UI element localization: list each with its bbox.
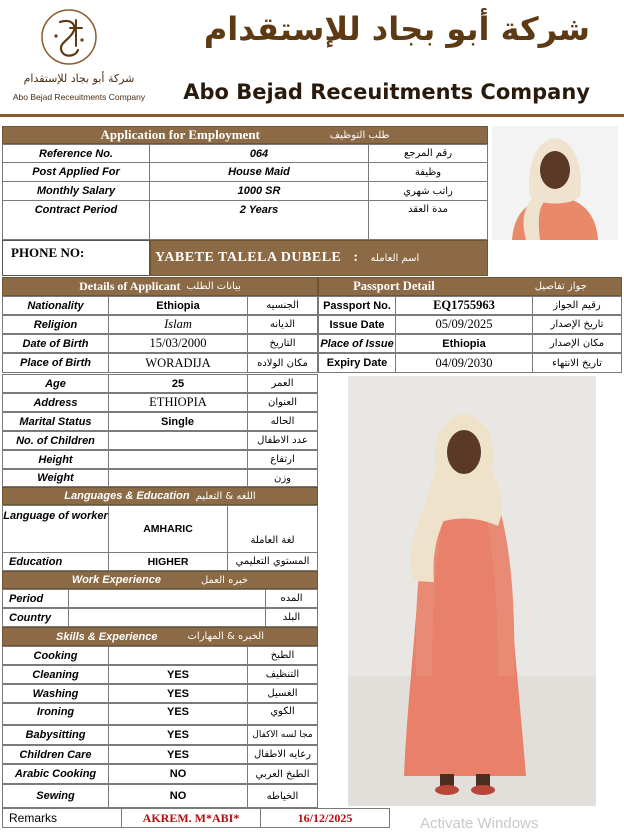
period-label: Period bbox=[2, 589, 69, 608]
weight-value bbox=[108, 469, 248, 487]
languages-section-header bbox=[2, 487, 318, 505]
phone-label: PHONE NO: bbox=[2, 240, 150, 276]
passport-no-label-ar: رقيم الجواز bbox=[532, 296, 622, 315]
education-value: HIGHER bbox=[108, 552, 228, 571]
remarks-label: Remarks bbox=[2, 808, 122, 828]
address-value: ETHIOPIA bbox=[108, 393, 248, 412]
height-label-ar: ارتفاع bbox=[247, 450, 318, 469]
company-name-english: Abo Bejad Receuitments Company bbox=[183, 80, 590, 104]
nationality-label-ar: الجنسيه bbox=[247, 296, 318, 315]
skill-ironing-label: Ironing bbox=[2, 703, 109, 725]
skill-cleaning-label: Cleaning bbox=[2, 665, 109, 684]
skill-cleaning-value: YES bbox=[108, 665, 248, 684]
skill-washing-label-ar: الغسيل bbox=[247, 684, 318, 703]
agent-name: AKREM. M*ABI* bbox=[121, 808, 261, 828]
passport-title-en: Passport Detail bbox=[353, 279, 435, 293]
skill-cleaning-label-ar: التنظيف bbox=[247, 665, 318, 684]
place-issue-value: Ethiopia bbox=[395, 334, 533, 353]
company-header bbox=[0, 0, 624, 118]
height-value bbox=[108, 450, 248, 469]
contract-label: Contract Period bbox=[2, 200, 150, 240]
marital-label-ar: الحاله bbox=[247, 412, 318, 431]
children-label: No. of Children bbox=[2, 431, 109, 450]
applicant-full-body-photo bbox=[348, 376, 596, 806]
skill-cooking-label: Cooking bbox=[2, 646, 109, 665]
passport-no-label: Passport No. bbox=[318, 296, 396, 315]
calligraphy-seal-icon bbox=[32, 6, 106, 68]
marital-label: Marital Status bbox=[2, 412, 109, 431]
nationality-label: Nationality bbox=[2, 296, 109, 315]
passport-title-ar: جواز تفاصيل bbox=[534, 281, 587, 292]
height-label: Height bbox=[2, 450, 109, 469]
language-label-ar: لغة العاملة bbox=[227, 505, 318, 553]
children-label-ar: عدد الاطفال bbox=[247, 431, 318, 450]
religion-value: Islam bbox=[108, 315, 248, 334]
reference-label: Reference No. bbox=[2, 144, 150, 163]
worker-name: YABETE TALELA DUBELE bbox=[155, 250, 342, 265]
applicant-portrait-photo bbox=[492, 126, 618, 240]
skill-babysitting-value: YES bbox=[108, 725, 248, 745]
skill-arabic-cooking-value: NO bbox=[108, 764, 248, 784]
skill-washing-value: YES bbox=[108, 684, 248, 703]
salary-label: Monthly Salary bbox=[2, 181, 150, 201]
application-title-en: Application for Employment bbox=[100, 127, 260, 142]
skill-ironing-value: YES bbox=[108, 703, 248, 725]
contract-value: 2 Years bbox=[149, 200, 369, 240]
skill-arabic-cooking-label-ar: الطبخ العربي bbox=[247, 764, 318, 784]
weight-label-ar: وزن bbox=[247, 469, 318, 487]
worker-name-separator: : bbox=[353, 250, 359, 265]
logo-english-name: Abo Bejad Receuitments Company bbox=[12, 92, 146, 102]
skills-section-header bbox=[2, 627, 318, 646]
period-label-ar: المده bbox=[265, 589, 318, 608]
issue-date-label: Issue Date bbox=[318, 315, 396, 334]
address-label: Address bbox=[2, 393, 109, 412]
logo-arabic-name: شركة أبو بجاد للإستقدام bbox=[23, 72, 135, 85]
expiry-date-value: 04/09/2030 bbox=[395, 353, 533, 373]
country-label: Country bbox=[2, 608, 69, 627]
skill-washing-label: Washing bbox=[2, 684, 109, 703]
header-divider bbox=[0, 114, 624, 117]
expiry-date-label: Expiry Date bbox=[318, 353, 396, 373]
skill-babysitting-label-ar: مجا لسه الاكفال bbox=[247, 725, 318, 745]
marital-value: Single bbox=[108, 412, 248, 431]
applicant-section-header bbox=[2, 277, 318, 296]
skill-arabic-cooking-label: Arabic Cooking bbox=[2, 764, 109, 784]
place-issue-label: Place of Issue bbox=[318, 334, 396, 353]
salary-label-ar: راتب شهري bbox=[368, 181, 488, 201]
skill-sewing-label: Sewing bbox=[2, 784, 109, 808]
skill-sewing-label-ar: الخياطه bbox=[247, 784, 318, 808]
languages-title-ar: اللغه & التعليم bbox=[195, 490, 256, 502]
age-label: Age bbox=[2, 374, 109, 393]
pob-label-ar: مكان الولاده bbox=[247, 353, 318, 373]
salary-value: 1000 SR bbox=[149, 181, 369, 201]
religion-label: Religion bbox=[2, 315, 109, 334]
skill-childcare-label-ar: رعايه الاطفال bbox=[247, 745, 318, 764]
contract-label-ar: مدة العقد bbox=[368, 200, 488, 240]
post-label: Post Applied For bbox=[2, 162, 150, 182]
skill-cooking-label-ar: الطبخ bbox=[247, 646, 318, 665]
passport-no-value: EQ1755963 bbox=[395, 296, 533, 315]
passport-section-header bbox=[318, 277, 622, 296]
language-value: AMHARIC bbox=[108, 505, 228, 553]
skills-title-ar: الخبره & المهارات bbox=[187, 631, 264, 642]
education-label: Education bbox=[2, 552, 109, 571]
education-label-ar: المستوي التعليمي bbox=[227, 552, 318, 571]
company-name-arabic: شركة أبو بجاد للإستقدام bbox=[203, 10, 590, 48]
skill-ironing-label-ar: الكوي bbox=[247, 703, 318, 725]
dob-value: 15/03/2000 bbox=[108, 334, 248, 353]
reference-label-ar: رقم المرجع bbox=[368, 144, 488, 163]
period-value bbox=[68, 589, 266, 608]
languages-title-en: Languages & Education bbox=[64, 490, 190, 502]
weight-label: Weight bbox=[2, 469, 109, 487]
expiry-date-label-ar: تاريخ الانتهاء bbox=[532, 353, 622, 373]
issue-date-label-ar: تاريخ الإصدار bbox=[532, 315, 622, 334]
applicant-title-ar: بيانات الطلب bbox=[186, 281, 241, 292]
footer-date: 16/12/2025 bbox=[260, 808, 390, 828]
work-title-en: Work Experience bbox=[71, 574, 161, 586]
address-label-ar: العنوان bbox=[247, 393, 318, 412]
worker-name-label-ar: اسم العامله bbox=[370, 252, 420, 264]
skills-title-en: Skills & Experience bbox=[56, 630, 158, 643]
children-value bbox=[108, 431, 248, 450]
reference-value: 064 bbox=[149, 144, 369, 163]
issue-date-value: 05/09/2025 bbox=[395, 315, 533, 334]
age-value: 25 bbox=[108, 374, 248, 393]
language-label: Language of worker bbox=[2, 505, 109, 553]
worker-name-banner bbox=[150, 240, 488, 276]
religion-label-ar: الديانه bbox=[247, 315, 318, 334]
pob-label: Place of Birth bbox=[2, 353, 109, 373]
skill-cooking-value bbox=[108, 646, 248, 665]
pob-value: WORADIJA bbox=[108, 353, 248, 373]
age-label-ar: العمر bbox=[247, 374, 318, 393]
work-title-ar: خبره العمل bbox=[200, 574, 249, 586]
post-value: House Maid bbox=[149, 162, 369, 182]
skill-sewing-value: NO bbox=[108, 784, 248, 808]
applicant-title-en: Details of Applicant bbox=[79, 279, 181, 293]
skill-babysitting-label: Babysitting bbox=[2, 725, 109, 745]
dob-label: Date of Birth bbox=[2, 334, 109, 353]
company-logo bbox=[10, 6, 148, 110]
skill-childcare-label: Children Care bbox=[2, 745, 109, 764]
application-section-header bbox=[2, 126, 488, 144]
application-title-ar: طلب التوظيف bbox=[329, 129, 390, 141]
activate-windows-watermark: Activate Windows bbox=[420, 815, 539, 832]
post-label-ar: وظيفة bbox=[368, 162, 488, 182]
nationality-value: Ethiopia bbox=[108, 296, 248, 315]
dob-label-ar: التاريخ bbox=[247, 334, 318, 353]
country-label-ar: البلد bbox=[265, 608, 318, 627]
work-section-header bbox=[2, 571, 318, 589]
skill-childcare-value: YES bbox=[108, 745, 248, 764]
country-value bbox=[68, 608, 266, 627]
place-issue-label-ar: مكان الإصدار bbox=[532, 334, 622, 353]
